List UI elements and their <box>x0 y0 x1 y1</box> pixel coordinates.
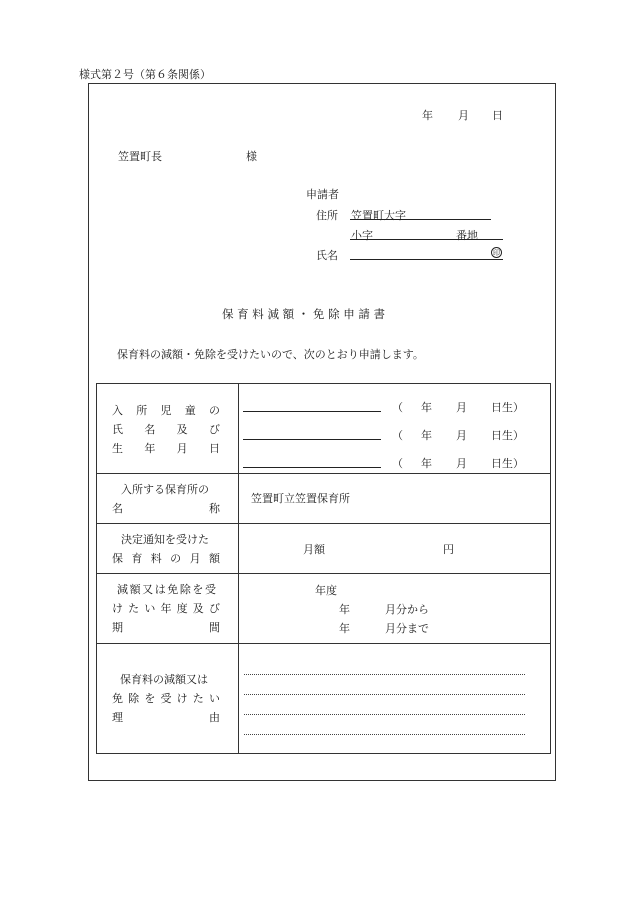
label-char: 免 <box>167 583 179 596</box>
label-char: た <box>128 602 140 615</box>
label-char: 除 <box>128 692 140 705</box>
reason-dotted-line-4 <box>244 734 525 735</box>
birth-open-2: （ <box>392 429 403 442</box>
birth-open-1: （ <box>392 401 403 414</box>
form-number: 様式第２号（第６条関係） <box>79 68 211 81</box>
label-char: 料 <box>150 551 162 565</box>
application-table <box>96 383 551 754</box>
reason-row <box>97 644 551 754</box>
addressee-name: 笠置町長 <box>118 150 162 163</box>
child-name-line-2[interactable] <box>243 439 381 440</box>
fee-row <box>97 524 551 574</box>
label-char: け <box>112 602 123 615</box>
child-row <box>97 384 551 474</box>
reason-dotted-line-2 <box>244 694 525 695</box>
label-char: 月 <box>176 441 188 455</box>
reason-label-line2 <box>97 689 238 708</box>
address-koaza: 小字 <box>351 229 373 242</box>
reason-value-cell[interactable] <box>239 644 551 754</box>
label-char: 名 <box>112 501 123 515</box>
address-banchi: 番地 <box>456 229 478 242</box>
child-label-line3 <box>97 439 238 458</box>
birth-day-1: 日生） <box>491 401 524 414</box>
label-char: 称 <box>209 501 220 515</box>
label-char: 額 <box>208 551 220 565</box>
birth-year-3: 年 <box>421 457 432 470</box>
label-char: の <box>209 403 220 417</box>
label-char: 期 <box>112 621 123 634</box>
label-char: 年 <box>144 441 156 455</box>
period-label-line2 <box>97 599 238 618</box>
fee-label-line2 <box>97 549 238 568</box>
label-char: 間 <box>209 621 220 634</box>
name-underline <box>350 259 503 260</box>
birth-year-1: 年 <box>421 401 432 414</box>
birth-month-1: 月 <box>456 401 467 414</box>
label-char: び <box>208 422 220 436</box>
label-char: の <box>170 551 182 565</box>
nursery-value-cell <box>239 474 551 524</box>
address-line2-underline <box>350 239 503 240</box>
nursery-row <box>97 474 551 524</box>
label-char: 所 <box>136 403 148 417</box>
child-label-line2 <box>97 420 238 439</box>
label-char: 又 <box>142 583 154 596</box>
label-char: 除 <box>179 583 191 596</box>
date-month-label: 月 <box>458 109 469 122</box>
addressee-honorific: 様 <box>246 150 257 163</box>
label-char: 年 <box>160 602 172 615</box>
applicant-label: 申請者 <box>306 188 339 201</box>
birth-day-3: 日生） <box>491 457 524 470</box>
fee-label-cell <box>97 524 239 574</box>
nursery-label-line1: 入所する保育所の <box>121 482 209 496</box>
reason-dotted-line-1 <box>244 674 525 675</box>
period-label-line1 <box>97 580 238 599</box>
fiscal-year-label: 年度 <box>315 584 337 597</box>
address-line1-underline <box>350 219 491 220</box>
label-char: 日 <box>208 441 220 455</box>
address-label: 住所 <box>316 209 338 222</box>
label-char: い <box>144 602 156 615</box>
nursery-label-cell <box>97 474 239 524</box>
seal-mark: 印 <box>493 249 500 257</box>
date-year-label: 年 <box>422 109 433 122</box>
nursery-name: 笠置町立笠置保育所 <box>251 492 350 505</box>
reason-label-cell <box>97 644 239 754</box>
yen-label: 円 <box>443 543 454 556</box>
birth-open-3: （ <box>392 457 403 470</box>
child-label-line1 <box>97 400 238 420</box>
label-char: 度 <box>176 602 188 615</box>
reason-label-line3 <box>97 708 238 727</box>
nursery-label-line2 <box>97 499 238 518</box>
label-char: は <box>154 583 166 596</box>
from-year-label: 年 <box>339 603 350 616</box>
reason-dotted-line-3 <box>244 714 525 715</box>
label-char: 児 <box>160 403 172 417</box>
period-label-line3 <box>97 618 238 637</box>
label-char: 減 <box>117 583 128 596</box>
child-name-line-1[interactable] <box>243 411 381 412</box>
to-year-label: 年 <box>339 622 350 635</box>
label-char: を <box>192 583 204 596</box>
label-char: た <box>192 692 204 705</box>
period-label-cell <box>97 574 239 644</box>
monthly-label: 月額 <box>303 543 325 556</box>
name-label: 氏名 <box>316 249 338 262</box>
label-char: 名 <box>144 422 156 436</box>
fee-value-cell <box>239 524 551 574</box>
label-char: け <box>176 692 188 705</box>
birth-month-3: 月 <box>456 457 467 470</box>
date-day-label: 日 <box>492 109 503 122</box>
reason-label-line1: 保育料の減額又は <box>120 673 208 686</box>
child-label-cell <box>97 384 239 474</box>
label-char: 月 <box>189 551 201 565</box>
fee-label-line1: 決定通知を受けた <box>121 532 209 546</box>
label-char: を <box>144 692 156 705</box>
label-char: 保 <box>112 551 123 565</box>
label-char: 受 <box>160 692 172 705</box>
label-char: い <box>208 692 220 705</box>
period-row <box>97 574 551 644</box>
to-month-label: 月分まで <box>385 622 429 635</box>
label-char: 受 <box>204 583 216 596</box>
label-char: 及 <box>176 422 188 436</box>
address-line1: 笠置町大字 <box>351 209 406 222</box>
label-char: 育 <box>131 551 143 565</box>
birth-year-2: 年 <box>421 429 432 442</box>
label-char: 入 <box>112 403 123 417</box>
document-title: 保 育 料 減 額 ・ 免 除 申 請 書 <box>222 307 386 321</box>
birth-day-2: 日生） <box>491 429 524 442</box>
label-char: 童 <box>184 403 196 417</box>
period-value-cell <box>239 574 551 644</box>
intro-text: 保育料の減額・免除を受けたいので、次のとおり申請します。 <box>117 348 424 361</box>
label-char: 生 <box>112 441 123 455</box>
child-value-cell <box>239 384 551 474</box>
child-name-line-3[interactable] <box>243 467 381 468</box>
from-month-label: 月分から <box>385 603 429 616</box>
label-char: 氏 <box>112 422 123 436</box>
label-char: 理 <box>112 711 123 724</box>
label-char: び <box>208 602 220 615</box>
label-char: 由 <box>209 711 220 724</box>
birth-month-2: 月 <box>456 429 467 442</box>
label-char: 額 <box>129 583 141 596</box>
label-char: 及 <box>192 602 204 615</box>
label-char: 免 <box>112 692 123 705</box>
